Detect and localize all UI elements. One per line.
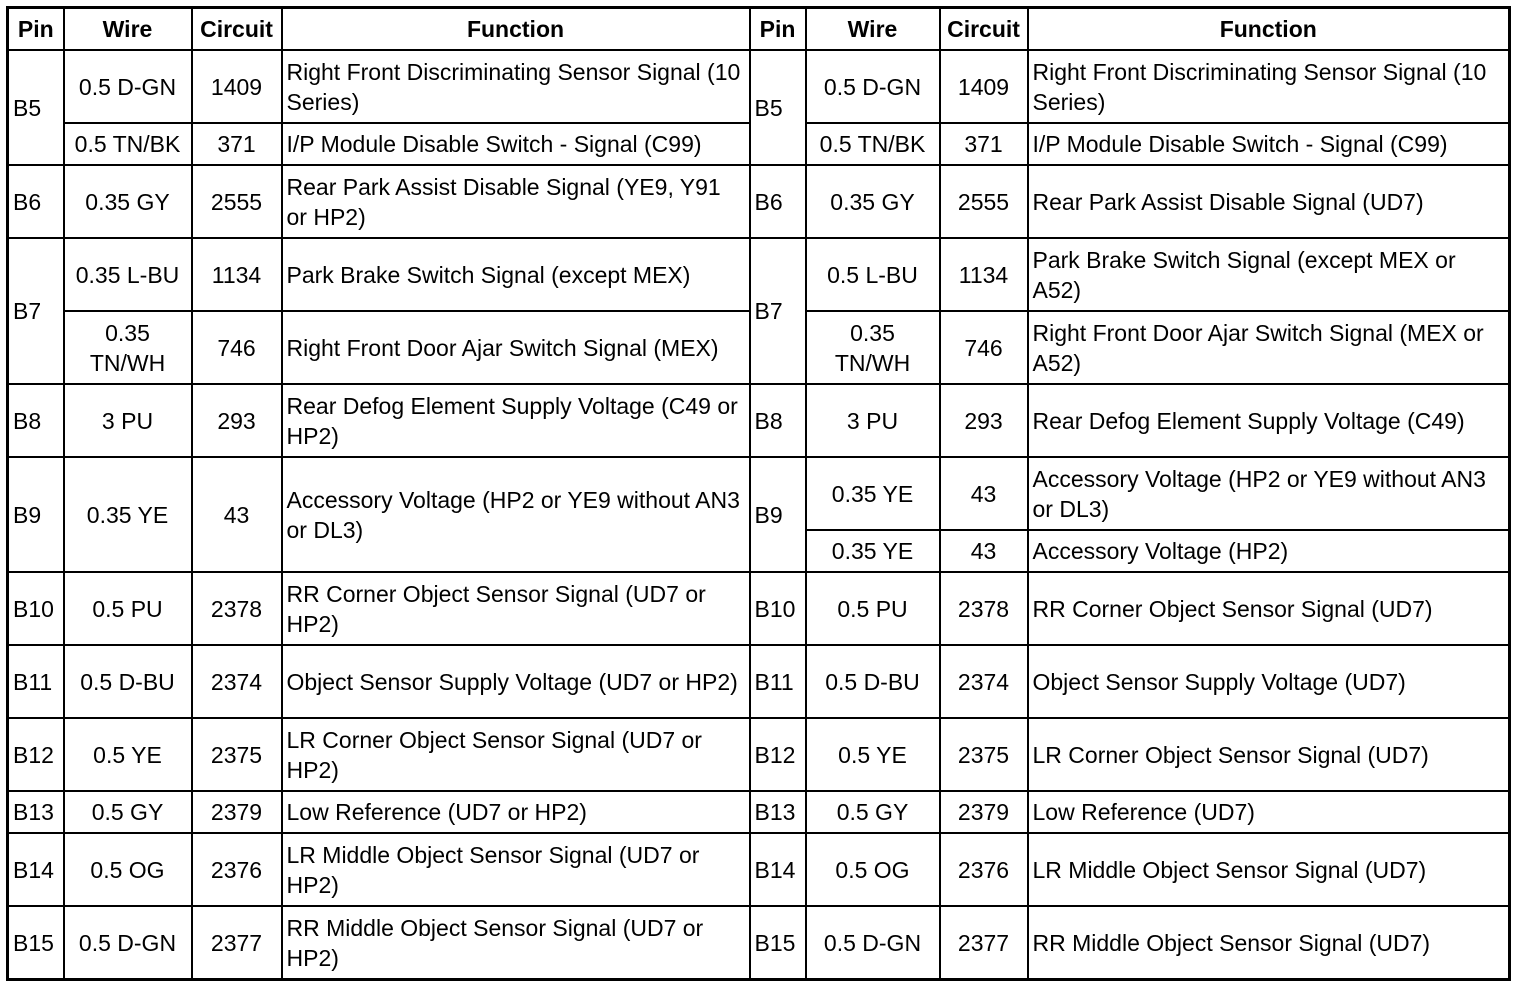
pin-cell: B12 [8, 718, 64, 791]
wire-cell: 0.5 TN/BK [806, 123, 940, 165]
function-cell: I/P Module Disable Switch - Signal (C99) [282, 123, 750, 165]
pin-cell: B8 [750, 384, 806, 457]
wire-cell: 0.5 D-GN [806, 906, 940, 980]
table-row [8, 718, 1510, 791]
function-cell: Accessory Voltage (HP2 or YE9 without AN3 or DL3) [1028, 457, 1510, 530]
circuit-cell: 2379 [940, 791, 1028, 833]
circuit-cell: 2555 [192, 165, 282, 238]
wire-cell: 0.5 OG [64, 833, 192, 906]
circuit-cell: 1134 [192, 238, 282, 311]
function-cell: Right Front Discriminating Sensor Signal (10 Series) [282, 50, 750, 123]
header-circuit: Circuit [192, 8, 282, 51]
table-row [8, 165, 1510, 238]
wire-cell: 0.5 D-GN [64, 906, 192, 980]
pin-cell: B15 [750, 906, 806, 980]
circuit-cell: 2555 [940, 165, 1028, 238]
wire-cell: 0.35 YE [64, 457, 192, 572]
circuit-cell: 2375 [192, 718, 282, 791]
wire-cell: 0.5 L-BU [806, 238, 940, 311]
pin-cell: B9 [750, 457, 806, 572]
header-wire: Wire [806, 8, 940, 51]
header-pin: Pin [750, 8, 806, 51]
wire-cell: 0.35 YE [806, 530, 940, 572]
function-cell: Object Sensor Supply Voltage (UD7) [1028, 645, 1510, 718]
circuit-cell: 1134 [940, 238, 1028, 311]
function-cell: LR Middle Object Sensor Signal (UD7 or HP2) [282, 833, 750, 906]
wire-cell: 0.5 GY [64, 791, 192, 833]
wire-cell: 0.35 TN/WH [806, 311, 940, 384]
pin-cell: B10 [750, 572, 806, 645]
function-cell: RR Middle Object Sensor Signal (UD7) [1028, 906, 1510, 980]
circuit-cell: 2377 [192, 906, 282, 980]
function-cell: I/P Module Disable Switch - Signal (C99) [1028, 123, 1510, 165]
header-wire: Wire [64, 8, 192, 51]
header-circuit: Circuit [940, 8, 1028, 51]
circuit-cell: 1409 [192, 50, 282, 123]
table-row [8, 906, 1510, 980]
circuit-cell: 43 [940, 457, 1028, 530]
circuit-cell: 2378 [192, 572, 282, 645]
function-cell: Rear Park Assist Disable Signal (UD7) [1028, 165, 1510, 238]
wire-cell: 0.35 L-BU [64, 238, 192, 311]
pin-cell: B6 [750, 165, 806, 238]
wire-cell: 3 PU [64, 384, 192, 457]
function-cell: Low Reference (UD7) [1028, 791, 1510, 833]
circuit-cell: 43 [940, 530, 1028, 572]
pin-cell: B7 [8, 238, 64, 384]
wire-cell: 0.35 YE [806, 457, 940, 530]
circuit-cell: 2376 [940, 833, 1028, 906]
header-function: Function [282, 8, 750, 51]
circuit-cell: 2374 [192, 645, 282, 718]
function-cell: Accessory Voltage (HP2) [1028, 530, 1510, 572]
pin-cell: B13 [8, 791, 64, 833]
wire-cell: 3 PU [806, 384, 940, 457]
pin-cell: B8 [8, 384, 64, 457]
header-row [8, 8, 1510, 51]
function-cell: Park Brake Switch Signal (except MEX) [282, 238, 750, 311]
pin-cell: B10 [8, 572, 64, 645]
pin-cell: B11 [750, 645, 806, 718]
table-row [8, 50, 1510, 123]
function-cell: Park Brake Switch Signal (except MEX or A52) [1028, 238, 1510, 311]
connector-pinout-table [6, 6, 1511, 981]
function-cell: Right Front Discriminating Sensor Signal (10 Series) [1028, 50, 1510, 123]
table-row [8, 645, 1510, 718]
function-cell: LR Middle Object Sensor Signal (UD7) [1028, 833, 1510, 906]
pin-cell: B14 [750, 833, 806, 906]
table-body [8, 50, 1510, 980]
wire-cell: 0.5 YE [806, 718, 940, 791]
wire-cell: 0.5 D-BU [64, 645, 192, 718]
wire-cell: 0.5 D-BU [806, 645, 940, 718]
table-row [8, 384, 1510, 457]
circuit-cell: 2375 [940, 718, 1028, 791]
circuit-cell: 746 [192, 311, 282, 384]
pin-cell: B9 [8, 457, 64, 572]
wire-cell: 0.35 GY [806, 165, 940, 238]
circuit-cell: 371 [940, 123, 1028, 165]
wire-cell: 0.5 YE [64, 718, 192, 791]
wire-cell: 0.5 D-GN [64, 50, 192, 123]
function-cell: LR Corner Object Sensor Signal (UD7) [1028, 718, 1510, 791]
function-cell: Low Reference (UD7 or HP2) [282, 791, 750, 833]
function-cell: Right Front Door Ajar Switch Signal (MEX) [282, 311, 750, 384]
pin-cell: B14 [8, 833, 64, 906]
header-function: Function [1028, 8, 1510, 51]
circuit-cell: 2378 [940, 572, 1028, 645]
function-cell: Rear Defog Element Supply Voltage (C49 or HP2) [282, 384, 750, 457]
table-row [8, 791, 1510, 833]
function-cell: Rear Defog Element Supply Voltage (C49) [1028, 384, 1510, 457]
wire-cell: 0.5 PU [806, 572, 940, 645]
pin-cell: B11 [8, 645, 64, 718]
pin-cell: B12 [750, 718, 806, 791]
pin-cell: B5 [750, 50, 806, 165]
circuit-cell: 293 [192, 384, 282, 457]
wire-cell: 0.5 PU [64, 572, 192, 645]
wire-cell: 0.5 TN/BK [64, 123, 192, 165]
circuit-cell: 2376 [192, 833, 282, 906]
circuit-cell: 2377 [940, 906, 1028, 980]
table-row [8, 572, 1510, 645]
function-cell: RR Middle Object Sensor Signal (UD7 or HP2) [282, 906, 750, 980]
circuit-cell: 2379 [192, 791, 282, 833]
circuit-cell: 1409 [940, 50, 1028, 123]
circuit-cell: 293 [940, 384, 1028, 457]
function-cell: Accessory Voltage (HP2 or YE9 without AN3 or DL3) [282, 457, 750, 572]
wire-cell: 0.5 D-GN [806, 50, 940, 123]
function-cell: Rear Park Assist Disable Signal (YE9, Y91 or HP2) [282, 165, 750, 238]
table-row [8, 457, 1510, 530]
table-row [8, 833, 1510, 906]
pin-cell: B5 [8, 50, 64, 165]
pinout-table-wrapper [6, 6, 1511, 981]
pin-cell: B6 [8, 165, 64, 238]
function-cell: Right Front Door Ajar Switch Signal (MEX or A52) [1028, 311, 1510, 384]
circuit-cell: 371 [192, 123, 282, 165]
wire-cell: 0.5 GY [806, 791, 940, 833]
pin-cell: B7 [750, 238, 806, 384]
table-row [8, 238, 1510, 311]
circuit-cell: 746 [940, 311, 1028, 384]
wire-cell: 0.5 OG [806, 833, 940, 906]
wire-cell: 0.35 TN/WH [64, 311, 192, 384]
circuit-cell: 43 [192, 457, 282, 572]
circuit-cell: 2374 [940, 645, 1028, 718]
pin-cell: B15 [8, 906, 64, 980]
function-cell: RR Corner Object Sensor Signal (UD7 or HP2) [282, 572, 750, 645]
function-cell: RR Corner Object Sensor Signal (UD7) [1028, 572, 1510, 645]
wire-cell: 0.35 GY [64, 165, 192, 238]
pin-cell: B13 [750, 791, 806, 833]
function-cell: LR Corner Object Sensor Signal (UD7 or HP2) [282, 718, 750, 791]
header-pin: Pin [8, 8, 64, 51]
function-cell: Object Sensor Supply Voltage (UD7 or HP2) [282, 645, 750, 718]
